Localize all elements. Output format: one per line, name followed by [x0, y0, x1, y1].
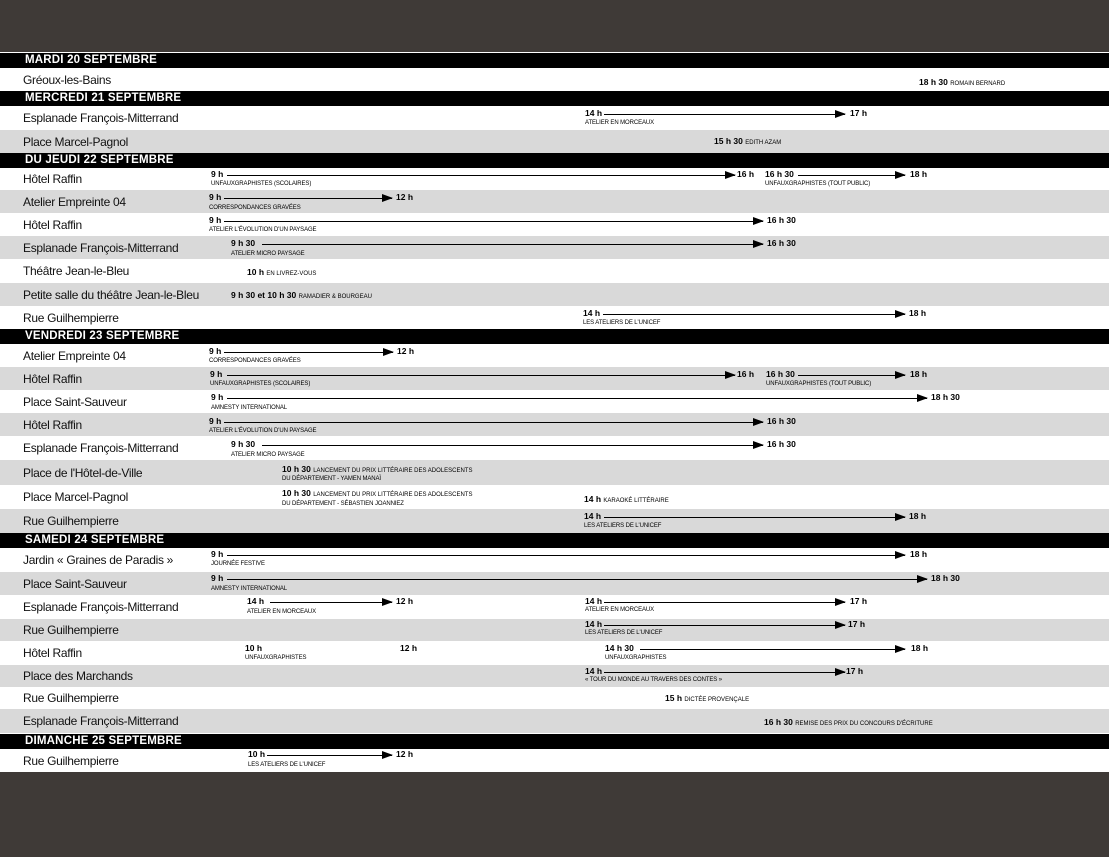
start-time: 9 h: [210, 369, 223, 379]
event-time-inline: [282, 488, 472, 500]
venue-name: Place des Marchands: [23, 669, 133, 683]
event-time-inline: [714, 136, 781, 148]
event-time-inline: [919, 77, 1005, 89]
timeline-arrow: [603, 314, 905, 315]
day-header: VENDREDI 23 SEPTEMBRE: [0, 329, 1109, 344]
event-time-inline: [584, 494, 669, 506]
schedule-row: [0, 390, 1109, 413]
timeline-arrow: [604, 114, 845, 115]
venue-name: Hôtel Raffin: [23, 418, 82, 432]
event-title: ATELIER EN MORCEAUX: [585, 120, 655, 126]
start-time: 9 h: [211, 169, 224, 179]
end-time: 18 h: [909, 511, 927, 521]
venue-name: Place Saint-Sauveur: [23, 395, 127, 409]
start-time: 9 h: [211, 392, 224, 402]
day-header: MARDI 20 SEPTEMBRE: [0, 53, 1109, 68]
event-time: 15 h: [665, 693, 683, 703]
event-title: LES ATELIERS DE L'UNICEF: [583, 320, 661, 326]
schedule-row: [0, 572, 1109, 595]
end-time: 16 h 30: [767, 238, 796, 248]
start-time: 9 h 30: [231, 439, 256, 449]
event-title: UNFAUXGRAPHISTES: [245, 655, 307, 661]
start-time: 14 h: [583, 308, 601, 318]
start-time: 14 h: [585, 666, 603, 676]
event-title: DICTÉE PROVENÇALE: [684, 697, 750, 703]
day-header: DU JEUDI 22 SEPTEMBRE: [0, 153, 1109, 168]
programme-sheet: [0, 52, 1109, 772]
schedule-row: [0, 236, 1109, 259]
event-title: DU DÉPARTEMENT - YAMEN MANAÏ: [282, 476, 381, 482]
start-time: 9 h: [209, 346, 222, 356]
venue-name: Rue Guilhempierre: [23, 311, 119, 325]
event-title: UNFAUXGRAPHISTES: [605, 655, 667, 661]
schedule-row: [0, 641, 1109, 665]
schedule-row: [0, 460, 1109, 485]
event-time-inline: [764, 717, 933, 729]
event-time: 15 h 30: [714, 136, 743, 146]
venue-name: Jardin « Graines de Paradis »: [23, 553, 174, 567]
schedule-row: [0, 168, 1109, 190]
event-title: ROMAIN BERNARD: [950, 81, 1006, 87]
start-time: 14 h: [585, 108, 603, 118]
venue-name: Place de l'Hôtel-de-Ville: [23, 466, 143, 480]
end-time: 16 h: [737, 369, 755, 379]
timeline-arrow: [227, 175, 735, 176]
timeline-arrow: [224, 198, 392, 199]
venue-name: Rue Guilhempierre: [23, 514, 119, 528]
event-title: ATELIER MICRO PAYSAGE: [231, 452, 305, 458]
event-time: 14 h: [584, 494, 602, 504]
event-time: 18 h 30: [919, 77, 948, 87]
venue-name: Esplanade François-Mitterrand: [23, 600, 179, 614]
venue-name: Place Saint-Sauveur: [23, 577, 127, 591]
timeline-arrow: [604, 602, 845, 603]
venue-name: Esplanade François-Mitterrand: [23, 111, 179, 125]
schedule-row: [0, 190, 1109, 213]
start-time: 14 h: [585, 596, 603, 606]
schedule-row: [0, 213, 1109, 236]
schedule-row: [0, 436, 1109, 460]
event-title: UNFAUXGRAPHISTES (SCOLAIRES): [211, 181, 312, 187]
timeline-arrow: [227, 398, 927, 399]
event-title: ATELIER EN MORCEAUX: [247, 609, 317, 615]
schedule-row: [0, 749, 1109, 773]
day-header: MERCREDI 21 SEPTEMBRE: [0, 91, 1109, 106]
start-time: 9 h 30: [231, 238, 256, 248]
event-title: RAMADIER & BOURGEAU: [298, 294, 372, 300]
event-title: ATELIER EN MORCEAUX: [585, 607, 655, 613]
end-time: 16 h: [737, 169, 755, 179]
event-title: CORRESPONDANCES GRAVÉES: [209, 205, 301, 211]
event-time: 10 h 30: [282, 488, 311, 498]
start-time: 14 h: [585, 619, 603, 629]
end-time: 18 h: [909, 308, 927, 318]
event-time: 10 h: [247, 267, 265, 277]
schedule-row: [0, 306, 1109, 329]
schedule-row: [0, 485, 1109, 509]
schedule-row: [0, 344, 1109, 367]
schedule-row: [0, 283, 1109, 306]
timeline-arrow: [798, 175, 905, 176]
end-time: 12 h: [397, 346, 415, 356]
end-time: 18 h: [911, 643, 929, 653]
schedule-row: [0, 509, 1109, 533]
timeline-arrow: [267, 755, 392, 756]
venue-name: Esplanade François-Mitterrand: [23, 241, 179, 255]
venue-name: Théâtre Jean-le-Bleu: [23, 264, 130, 278]
start-time: 16 h 30: [766, 369, 795, 379]
start-time: 9 h: [211, 573, 224, 583]
venue-name: Rue Guilhempierre: [23, 754, 119, 768]
schedule-row: [0, 367, 1109, 390]
end-time: 18 h: [910, 169, 928, 179]
event-title: JOURNÉE FESTIVE: [211, 561, 265, 567]
event-title: AMNESTY INTERNATIONAL: [211, 405, 288, 411]
end-time: 18 h 30: [931, 573, 960, 583]
day-header: DIMANCHE 25 SEPTEMBRE: [0, 734, 1109, 749]
end-time: 17 h: [846, 666, 864, 676]
day-header: SAMEDI 24 SEPTEMBRE: [0, 533, 1109, 548]
end-time: 16 h 30: [767, 439, 796, 449]
start-time: 14 h 30: [605, 643, 634, 653]
timeline-arrow: [262, 244, 763, 245]
end-time: 12 h: [396, 192, 414, 202]
venue-name: Petite salle du théâtre Jean-le-Bleu: [23, 288, 199, 302]
end-time: 17 h: [850, 596, 868, 606]
event-time: 16 h 30: [764, 717, 793, 727]
event-time: 10 h 30: [282, 464, 311, 474]
start-time: 12 h: [400, 643, 418, 653]
timeline-arrow: [227, 375, 735, 376]
event-title: « TOUR DU MONDE AU TRAVERS DES CONTES »: [585, 677, 723, 683]
venue-name: Gréoux-les-Bains: [23, 73, 111, 87]
schedule-row: [0, 548, 1109, 572]
event-title: CORRESPONDANCES GRAVÉES: [209, 358, 301, 364]
event-title: EN LIVREZ-VOUS: [266, 271, 317, 277]
timeline-arrow: [262, 445, 763, 446]
end-time: 12 h: [396, 749, 414, 759]
event-title: LANCEMENT DU PRIX LITTÉRAIRE DES ADOLESCENTS: [313, 468, 473, 474]
event-time: 9 h 30 et 10 h 30: [231, 290, 297, 300]
schedule-row: [0, 259, 1109, 283]
schedule-row: [0, 413, 1109, 436]
event-title: EDITH AZAM: [745, 140, 782, 146]
event-title: UNFAUXGRAPHISTES (SCOLAIRES): [210, 381, 311, 387]
venue-name: Place Marcel-Pagnol: [23, 135, 129, 149]
event-title: ATELIER L'ÉVOLUTION D'UN PAYSAGE: [209, 428, 317, 434]
event-time-inline: [247, 267, 316, 279]
venue-name: Place Marcel-Pagnol: [23, 490, 129, 504]
event-title: UNFAUXGRAPHISTES (TOUT PUBLIC): [766, 381, 872, 387]
event-title: REMISE DES PRIX DU CONCOURS D'ÉCRITURE: [795, 721, 933, 727]
timeline-arrow: [604, 625, 845, 626]
venue-name: Rue Guilhempierre: [23, 691, 119, 705]
start-time: 9 h: [209, 416, 222, 426]
venue-name: Hôtel Raffin: [23, 372, 82, 386]
event-title: AMNESTY INTERNATIONAL: [211, 586, 288, 592]
timeline-arrow: [227, 579, 927, 580]
event-title: LANCEMENT DU PRIX LITTÉRAIRE DES ADOLESCENTS: [313, 492, 473, 498]
start-time: 10 h: [248, 749, 266, 759]
start-time: 14 h: [584, 511, 602, 521]
end-time: 18 h: [910, 369, 928, 379]
timeline-arrow: [224, 221, 763, 222]
start-time: 14 h: [247, 596, 265, 606]
timeline-arrow: [604, 672, 845, 673]
timeline-arrow: [640, 649, 905, 650]
start-time: 9 h: [209, 192, 222, 202]
start-time: 16 h 30: [765, 169, 794, 179]
venue-name: Hôtel Raffin: [23, 172, 82, 186]
event-title: ATELIER MICRO PAYSAGE: [231, 251, 305, 257]
event-title: ATELIER L'ÉVOLUTION D'UN PAYSAGE: [209, 227, 317, 233]
end-time: 16 h 30: [767, 215, 796, 225]
venue-name: Esplanade François-Mitterrand: [23, 441, 179, 455]
end-time: 16 h 30: [767, 416, 796, 426]
timeline-arrow: [798, 375, 905, 376]
timeline-arrow: [224, 352, 393, 353]
schedule-row: [0, 595, 1109, 619]
end-time: 18 h 30: [931, 392, 960, 402]
timeline-arrow: [270, 602, 392, 603]
schedule-row: [0, 106, 1109, 130]
schedule-row: [0, 69, 1109, 91]
timeline-arrow: [604, 517, 905, 518]
venue-name: Hôtel Raffin: [23, 646, 82, 660]
schedule-row: [0, 665, 1109, 687]
event-title: LES ATELIERS DE L'UNICEF: [585, 630, 663, 636]
event-title: DU DÉPARTEMENT - SÉBASTIEN JOANNIEZ: [282, 501, 404, 507]
event-time-inline: [231, 290, 372, 302]
event-title: UNFAUXGRAPHISTES (TOUT PUBLIC): [765, 181, 871, 187]
event-title: KARAOKÉ LITTÉRAIRE: [603, 498, 669, 504]
schedule-row: [0, 619, 1109, 641]
start-time: 9 h: [211, 549, 224, 559]
timeline-arrow: [227, 555, 905, 556]
venue-name: Atelier Empreinte 04: [23, 195, 126, 209]
schedule-row: [0, 130, 1109, 153]
start-time: 10 h: [245, 643, 263, 653]
venue-name: Esplanade François-Mitterrand: [23, 714, 179, 728]
venue-name: Hôtel Raffin: [23, 218, 82, 232]
venue-name: Rue Guilhempierre: [23, 623, 119, 637]
event-title: LES ATELIERS DE L'UNICEF: [584, 523, 662, 529]
end-time: 17 h: [850, 108, 868, 118]
end-time: 17 h: [848, 619, 866, 629]
event-title: LES ATELIERS DE L'UNICEF: [248, 762, 326, 768]
event-time-inline: [282, 464, 472, 476]
event-time-inline: [665, 693, 749, 705]
timeline-arrow: [224, 422, 763, 423]
start-time: 9 h: [209, 215, 222, 225]
schedule-row: [0, 709, 1109, 733]
end-time: 18 h: [910, 549, 928, 559]
schedule-row: [0, 687, 1109, 709]
end-time: 12 h: [396, 596, 414, 606]
venue-name: Atelier Empreinte 04: [23, 349, 126, 363]
